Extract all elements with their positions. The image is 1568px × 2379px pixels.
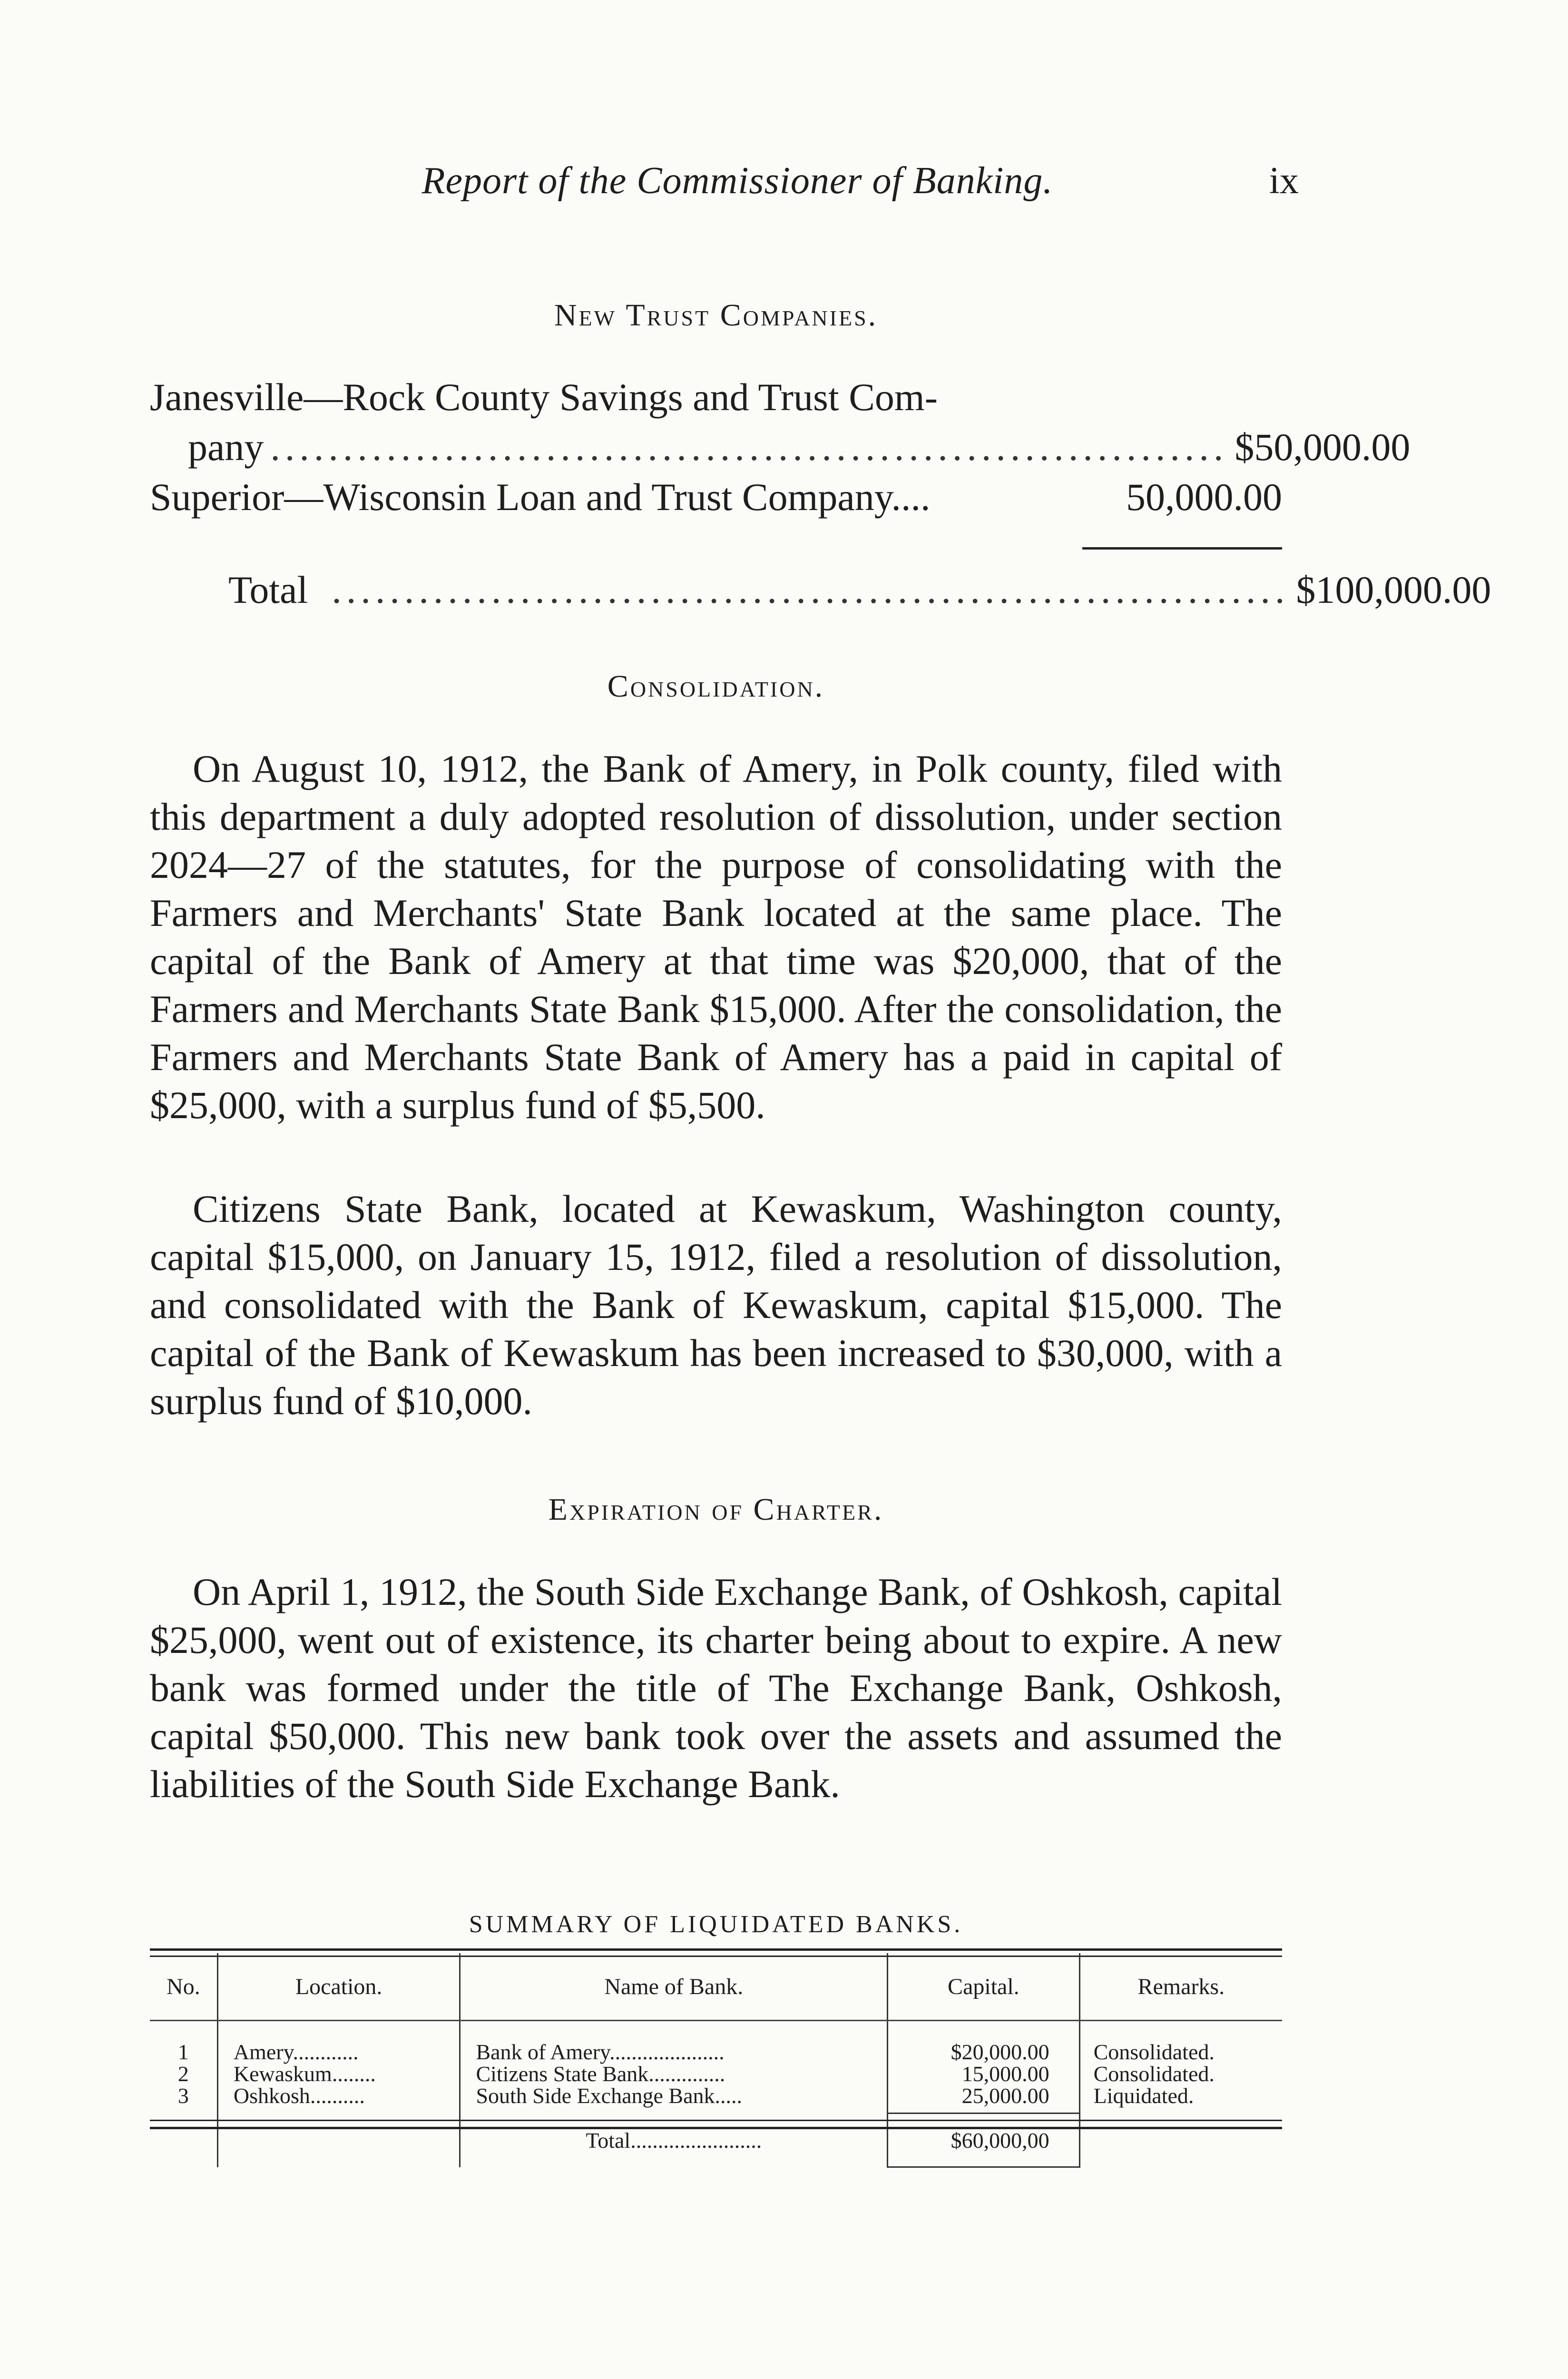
header-no: No. — [150, 1953, 217, 2021]
table-cell-capital: 15,000.00 — [961, 2062, 1049, 2086]
trust-entry-superior-label: Superior—Wisconsin Loan and Trust Company.... — [150, 475, 931, 519]
table-total-capital: $60,000,00 — [888, 2114, 1079, 2167]
table-top-rule — [150, 1948, 1282, 1951]
table-bottom-rule-inner — [150, 2120, 1282, 2121]
table-cell-no: 1 — [177, 2040, 189, 2064]
table-cell-bank-name: Citizens State Bank.............. — [476, 2062, 725, 2086]
trust-entry-superior — [150, 476, 1282, 519]
table-body-rows — [150, 2021, 1282, 2114]
trust-entry-janesville-line1: Janesville—Rock County Savings and Trust Com- — [150, 375, 938, 419]
consolidation-paragraph-2: Citizens State Bank, located at Kewaskum, Washington county, capital $15,000, on January 15, 1912, filed a resolution of dissolution, and consolidated with the Bank of Kewaskum, capital $15,000. The capital of the Bank of Kewaskum has been increased to $30,000, with a surplus fund of $10,000. — [150, 1187, 1282, 1423]
table-header-row — [150, 1953, 1282, 2021]
section-heading-new-trust-companies: New Trust Companies. — [554, 298, 878, 333]
cell-remarks — [1079, 2021, 1282, 2114]
trust-entry-janesville-amount: $50,000.00 — [1235, 425, 1411, 469]
trust-entry-superior-amount: 50,000.00 — [1126, 475, 1282, 519]
consolidation-paragraph-1: On August 10, 1912, the Bank of Amery, in Polk county, filed with this department a duly adopted resolution of dissolution, under section 2024—27 of the statutes, for the purpose of consolidating with the Farmers and Merchants' State Bank located at the same place. The capital of the Bank of Amery at that time was $20,000, that of the Farmers and Merchants State Bank $15,000. After the consolidation, the Farmers and Merchants State Bank of Amery has a paid in capital of $25,000, with a surplus fund of $5,500. — [150, 747, 1282, 1127]
section-heading-expiration: Expiration of Charter. — [548, 1492, 884, 1527]
section-heading-consolidation: Consolidation. — [607, 669, 825, 704]
table-cell-remarks: Liquidated. — [1093, 2084, 1194, 2108]
table-cell-remarks: Consolidated. — [1093, 2062, 1215, 2086]
dot-leader: .................................................................. — [270, 425, 1228, 469]
table-cell-bank-name: Bank of Amery..................... — [476, 2040, 725, 2064]
table-cell-capital: $20,000.00 — [951, 2040, 1049, 2064]
cell-locations — [217, 2021, 460, 2114]
table-total-row — [150, 2114, 1282, 2167]
trust-total-row — [228, 568, 1491, 611]
table-cell-remarks: Consolidated. — [1093, 2040, 1215, 2064]
table-cell-no: 2 — [177, 2062, 189, 2086]
cell-bank-names — [460, 2021, 888, 2114]
header-remarks: Remarks. — [1079, 1953, 1282, 2021]
sum-rule — [1082, 547, 1282, 550]
header-capital: Capital. — [888, 1953, 1079, 2021]
table-cell-bank-name: South Side Exchange Bank..... — [476, 2084, 743, 2108]
cell-numbers — [150, 2021, 217, 2114]
table-cell-location: Amery............ — [233, 2040, 359, 2064]
trust-total-amount: $100,000.00 — [1296, 568, 1491, 611]
page-number: ix — [1269, 160, 1299, 202]
table-title: SUMMARY OF LIQUIDATED BANKS. — [469, 1911, 963, 1938]
dot-leader: .................................................................. — [332, 568, 1290, 611]
trust-total-label: Total — [228, 568, 308, 611]
table-cell-location: Oshkosh.......... — [233, 2084, 365, 2108]
running-header: Report of the Commissioner of Banking. — [421, 160, 1053, 202]
table-total-label: Total........................ — [460, 2114, 888, 2167]
expiration-paragraph: On April 1, 1912, the South Side Exchange Bank, of Oshkosh, capital $25,000, went out of existence, its charter being about to expire. A new bank was formed under the title of The Exchange Bank, Oshkosh, capital $50,000. This new bank took over the assets and assumed the liabilities of the South Side Exchange Bank. — [150, 1570, 1282, 1806]
header-location: Location. — [217, 1953, 460, 2021]
header-name-of-bank: Name of Bank. — [460, 1953, 888, 2021]
cell-capitals — [888, 2021, 1079, 2114]
table-cell-location: Kewaskum........ — [233, 2062, 376, 2086]
trust-entry-janesville-line2 — [188, 425, 1411, 469]
table-cell-capital: 25,000.00 — [961, 2084, 1049, 2108]
trust-entry-janesville-label: pany — [188, 425, 264, 469]
summary-of-liquidated-banks-table — [150, 1953, 1282, 2168]
table-cell-no: 3 — [177, 2084, 189, 2108]
table-bottom-rule — [150, 2127, 1282, 2129]
